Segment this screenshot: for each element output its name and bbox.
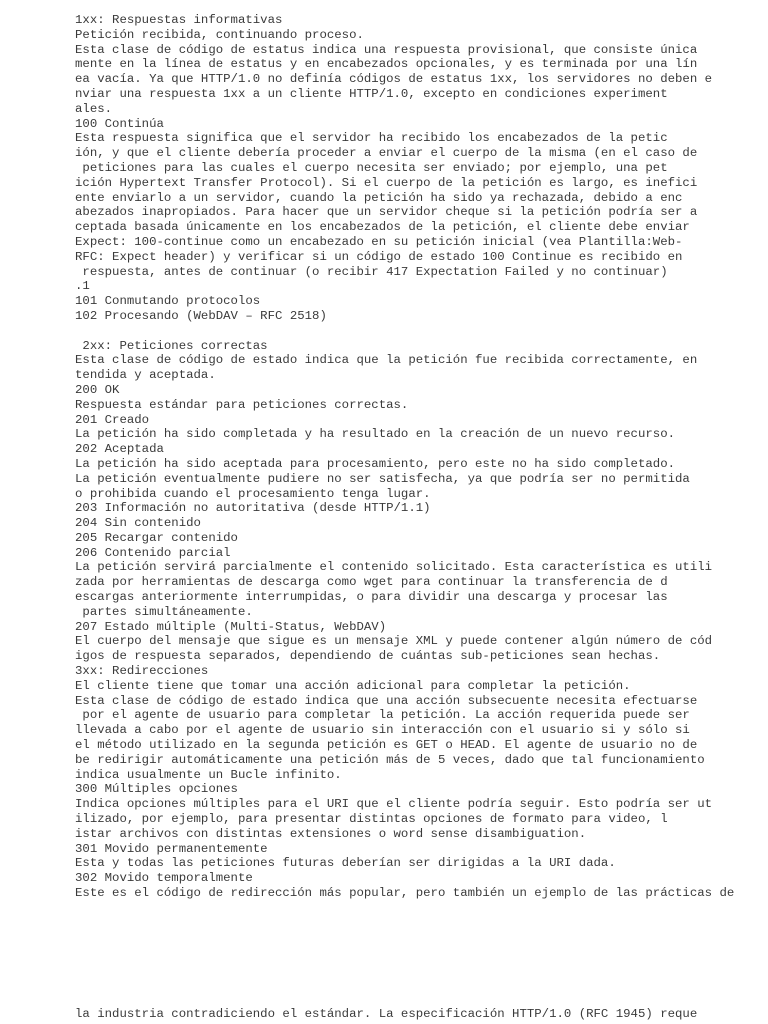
text-line: abezados inapropiados. Para hacer que un servidor cheque si la petición podría ser a <box>75 205 698 220</box>
text-line: RFC: Expect header) y verificar si un código de estado 100 Continue es recibido en <box>75 249 683 264</box>
text-line: 205 Recargar contenido <box>75 530 238 545</box>
text-line: escargas anteriormente interrumpidas, o para dividir una descarga y procesar las <box>75 590 668 605</box>
text-line: ilizado, por ejemplo, para presentar distintas opciones de formato para video, l <box>75 812 668 827</box>
text-line: Esta y todas las peticiones futuras deberían ser dirigidas a la URI dada. <box>75 856 616 871</box>
text-line: ente enviarlo a un servidor, cuando la petición ha sido ya rechazada, debido a enc <box>75 190 683 205</box>
text-line: indica usualmente un Bucle infinito. <box>75 767 342 782</box>
document-body <box>75 13 760 901</box>
text-line: 204 Sin contenido <box>75 516 201 531</box>
text-line: llevada a cabo por el agente de usuario sin interacción con el usuario si y sólo si <box>75 723 690 738</box>
text-line: Esta respuesta significa que el servidor ha recibido los encabezados de la petic <box>75 131 668 146</box>
text-line: ea vacía. Ya que HTTP/1.0 no definía códigos de estatus 1xx, los servidores no deben e <box>75 72 713 87</box>
text-line: 302 Movido temporalmente <box>75 871 253 886</box>
text-line: el método utilizado en la segunda petición es GET o HEAD. El agente de usuario no de <box>75 738 698 753</box>
text-line: o prohibida cuando el procesamiento tenga lugar. <box>75 486 431 501</box>
text-line: istar archivos con distintas extensiones o word sense disambiguation. <box>75 826 587 841</box>
text-line: 207 Estado múltiple (Multi-Status, WebDAV) <box>75 619 387 634</box>
text-line: 3xx: Redirecciones <box>75 664 209 679</box>
text-line: 102 Procesando (WebDAV – RFC 2518) <box>75 308 327 323</box>
text-line: La petición ha sido completada y ha resultado en la creación de un nuevo recurso. <box>75 427 676 442</box>
text-line: ales. <box>75 101 113 116</box>
text-line: El cuerpo del mensaje que sigue es un mensaje XML y puede contener algún número de cód <box>75 634 713 649</box>
text-line: 206 Contenido parcial <box>75 545 231 560</box>
text-line: La petición eventualmente pudiere no ser satisfecha, ya que podría ser no permitida <box>75 471 690 486</box>
text-line: igos de respuesta separados, dependiendo de cuántas sub-peticiones sean hechas. <box>75 649 661 664</box>
text-line: Petición recibida, continuando proceso. <box>75 27 364 42</box>
text-line: por el agente de usuario para completar la petición. La acción requerida puede ser <box>75 708 690 723</box>
text-line: peticiones para las cuales el cuerpo necesita ser enviado; por ejemplo, una pet <box>75 160 668 175</box>
continued-text-line: la industria contradiciendo el estándar. La especificación HTTP/1.0 (RFC 1945) reque <box>75 1007 698 1021</box>
text-line: zada por herramientas de descarga como wget para continuar la transferencia de d <box>75 575 668 590</box>
text-line: 2xx: Peticiones correctas <box>75 338 268 353</box>
text-line: 101 Conmutando protocolos <box>75 294 261 309</box>
text-line: ición Hypertext Transfer Protocol). Si el cuerpo de la petición es largo, es inefici <box>75 175 698 190</box>
text-line: Esta clase de código de estado indica que una acción subsecuente necesita efectuarse <box>75 693 698 708</box>
text-line: mente en la línea de estatus y en encabezados opcionales, y es terminada por una lín <box>75 57 698 72</box>
text-line: Respuesta estándar para peticiones correctas. <box>75 397 409 412</box>
blank-line <box>75 324 760 339</box>
text-line: be redirigir automáticamente una petición más de 5 veces, dado que tal funcionamiento <box>75 752 705 767</box>
text-line: nviar una respuesta 1xx a un cliente HTTP/1.0, excepto en condiciones experiment <box>75 86 668 101</box>
text-line: partes simultáneamente. <box>75 604 253 619</box>
text-line: La petición ha sido aceptada para procesamiento, pero este no ha sido completado. <box>75 456 676 471</box>
text-line: .1 <box>75 279 90 294</box>
text-line: Este es el código de redirección más popular, pero también un ejemplo de las prácticas de <box>75 886 735 901</box>
text-line: ión, y que el cliente debería proceder a enviar el cuerpo de la misma (en el caso de <box>75 146 698 161</box>
text-line: Indica opciones múltiples para el URI que el cliente podría seguir. Esto podría ser ut <box>75 797 713 812</box>
text-line: Expect: 100-continue como un encabezado en su petición inicial (vea Plantilla:Web- <box>75 234 683 249</box>
text-line: Esta clase de código de estatus indica una respuesta provisional, que consiste única <box>75 42 698 57</box>
text-line: 1xx: Respuestas informativas <box>75 13 283 27</box>
text-line: respuesta, antes de continuar (o recibir 417 Expectation Failed y no continuar) <box>75 264 668 279</box>
text-line: ceptada basada únicamente en los encabezados de la petición, el cliente debe enviar <box>75 220 690 235</box>
text-line: El cliente tiene que tomar una acción adicional para completar la petición. <box>75 678 631 693</box>
text-line: 201 Creado <box>75 412 150 427</box>
text-line: La petición servirá parcialmente el contenido solicitado. Esta característica es utili <box>75 560 713 575</box>
text-line: tendida y aceptada. <box>75 368 216 383</box>
text-line: 203 Información no autoritativa (desde HTTP/1.1) <box>75 501 431 516</box>
text-line: 200 OK <box>75 382 120 397</box>
text-line: 300 Múltiples opciones <box>75 782 238 797</box>
text-line: 202 Aceptada <box>75 442 164 457</box>
text-line: 301 Movido permanentemente <box>75 841 268 856</box>
text-line: Esta clase de código de estado indica que la petición fue recibida correctamente, en <box>75 353 698 368</box>
text-line: 100 Continúa <box>75 116 164 131</box>
